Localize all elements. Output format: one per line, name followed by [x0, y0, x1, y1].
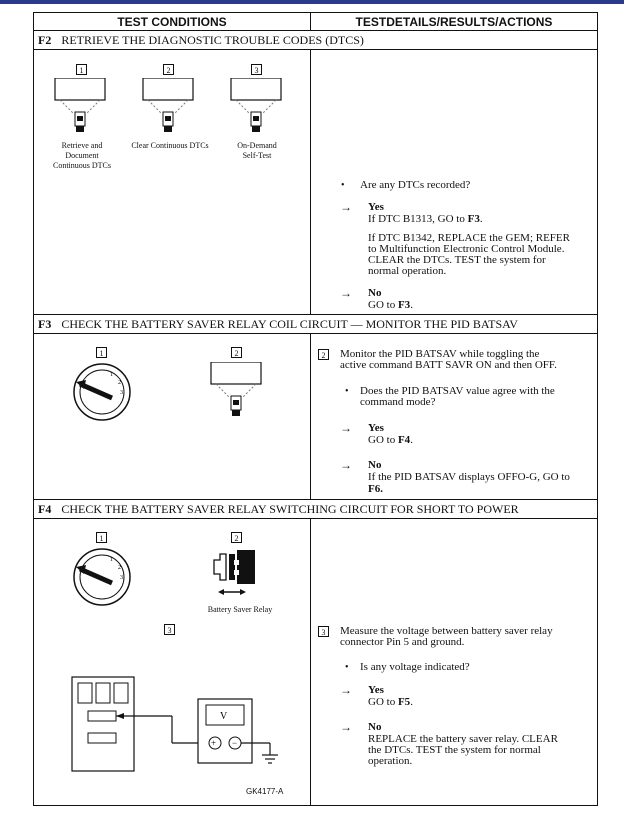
text: GO to [368, 434, 398, 446]
meter-label: V [220, 711, 228, 722]
f3-instruction [340, 349, 557, 371]
column-divider [310, 13, 311, 30]
text-line: Does the PID BATSAV value agree with the [360, 385, 555, 397]
arrow-icon: → [340, 720, 352, 734]
scan-tool-icon [206, 362, 266, 420]
caption-line: Continuous DTCs [52, 161, 111, 170]
section-title: CHECK THE BATTERY SAVER RELAY COIL CIRCUIT — MONITOR THE PID BATSAV [61, 317, 518, 331]
text-line: REPLACE the battery saver relay. CLEAR [368, 733, 558, 745]
divider [34, 499, 597, 500]
ignition-switch-icon [70, 547, 134, 607]
section-title: CHECK THE BATTERY SAVER RELAY SWITCHING CIRCUIT FOR SHORT TO POWER [61, 502, 519, 516]
f4-question: Is any voltage indicated? [360, 661, 470, 673]
column-header-results-actions: TESTDETAILS/RESULTS/ACTIONS [355, 15, 553, 29]
f4-no-text [368, 734, 558, 767]
text-line: command mode? [360, 396, 436, 408]
window-top-bar [0, 0, 624, 4]
f3-no-line1: If the PID BATSAV displays OFFO-G, GO to [368, 471, 570, 483]
column-divider [310, 49, 311, 314]
f2-yes-para [368, 233, 570, 277]
column-divider [310, 333, 311, 499]
scan-tool-illustrations [50, 78, 310, 136]
text: GO to [368, 299, 398, 311]
f4-yes-label: Yes [368, 684, 384, 696]
svg-text:+: + [211, 738, 217, 748]
step-number-box: 1 [96, 347, 107, 358]
svg-text:1: 1 [110, 372, 113, 378]
f3-yes-line: GO to F4. [368, 434, 413, 446]
svg-text:2: 2 [118, 565, 121, 571]
scan-tool-icon [143, 78, 193, 132]
svg-text:2: 2 [118, 380, 121, 386]
caption-line: Retrieve and [61, 141, 103, 150]
text-line: Monitor the PID BATSAV while toggling the [340, 348, 540, 360]
caption-line: On-Demand [237, 141, 277, 150]
divider [34, 30, 597, 31]
step-number-box: 2 [231, 347, 242, 358]
step-ref: F3 [467, 213, 480, 225]
section-id: F2 [38, 33, 52, 47]
column-divider [310, 518, 311, 805]
divider [34, 49, 597, 50]
section-header-f2 [38, 33, 364, 48]
f2-yes-label: Yes [368, 201, 384, 213]
section-header-f3 [38, 317, 518, 332]
svg-text:1: 1 [110, 557, 113, 563]
step-ref: F6 [368, 483, 381, 495]
scan-tool-icon [231, 78, 281, 132]
arrow-icon: → [340, 683, 352, 697]
relay-connector-icon [208, 546, 264, 600]
step-ref: F5 [397, 696, 411, 708]
text-line: operation. [368, 755, 413, 767]
text-line: active command BATT SAVR ON and then OFF. [340, 359, 557, 371]
section-id: F3 [38, 317, 52, 331]
f2-no-label: No [368, 287, 382, 299]
step-number-box: 3 [164, 624, 175, 635]
divider [34, 518, 597, 519]
f2-yes-line1: If DTC B1313, GO to F3. [368, 213, 483, 225]
caption-line: Document [65, 151, 99, 160]
text-line: If DTC B1342, REPLACE the GEM; REFER [368, 232, 570, 244]
voltage-measurement-diagram [70, 675, 290, 775]
f3-no-line2: F6. [368, 483, 383, 495]
svg-text:−: − [232, 738, 238, 748]
text: If DTC B1313, GO to [368, 213, 468, 225]
caption-line: Self-Test [242, 151, 272, 160]
bullet: • [345, 386, 349, 397]
step-number-box: 3 [251, 64, 262, 75]
step-number-box: 2 [318, 349, 329, 360]
f2-question: Are any DTCs recorded? [360, 179, 471, 191]
step-number-box: 1 [76, 64, 87, 75]
bullet: • [345, 662, 349, 673]
bullet: • [341, 180, 345, 191]
svg-text:3: 3 [120, 390, 123, 396]
scan-tool-icon [55, 78, 105, 132]
text: GO to [368, 696, 398, 708]
step-number-box: 3 [318, 626, 329, 637]
step-number-box: 2 [163, 64, 174, 75]
text-line: Measure the voltage between battery saver relay [340, 625, 553, 637]
f3-yes-label: Yes [368, 422, 384, 434]
step-number-box: 1 [96, 532, 107, 543]
section-header-f4 [38, 502, 519, 517]
caption-retrieve [48, 141, 116, 171]
step-number-box: 2 [231, 532, 242, 543]
column-header-test-conditions: TEST CONDITIONS [117, 15, 227, 29]
text-line: CLEAR the DTCs. TEST the system for [368, 254, 546, 266]
f4-yes-line: GO to F5. [368, 696, 413, 708]
arrow-icon: → [340, 286, 352, 300]
arrow-icon: → [340, 458, 352, 472]
caption-battery-saver-relay: Battery Saver Relay [207, 605, 273, 614]
section-title: RETRIEVE THE DIAGNOSTIC TROUBLE CODES (DTCS) [61, 33, 364, 47]
f4-instruction [340, 626, 553, 648]
caption-clear: Clear Continuous DTCs [131, 141, 209, 150]
f3-no-label: No [368, 459, 382, 471]
text-line: the DTCs. TEST the system for normal [368, 744, 541, 756]
text-line: connector Pin 5 and ground. [340, 636, 465, 648]
divider [34, 314, 597, 315]
figure-id: GK4177-A [246, 787, 284, 796]
arrow-icon: → [340, 200, 352, 214]
divider [34, 333, 597, 334]
text-line: normal operation. [368, 265, 447, 277]
text-line: to Multifunction Electronic Control Module. [368, 243, 565, 255]
f4-no-label: No [368, 721, 382, 733]
caption-self-test [225, 141, 289, 161]
f2-no-line: GO to F3. [368, 299, 413, 311]
section-id: F4 [38, 502, 52, 516]
ignition-switch-icon [70, 362, 134, 422]
step-ref: F3 [397, 299, 411, 311]
svg-text:3: 3 [120, 575, 123, 581]
f3-question [360, 386, 555, 408]
step-ref: F4 [397, 434, 411, 446]
arrow-icon: → [340, 421, 352, 435]
